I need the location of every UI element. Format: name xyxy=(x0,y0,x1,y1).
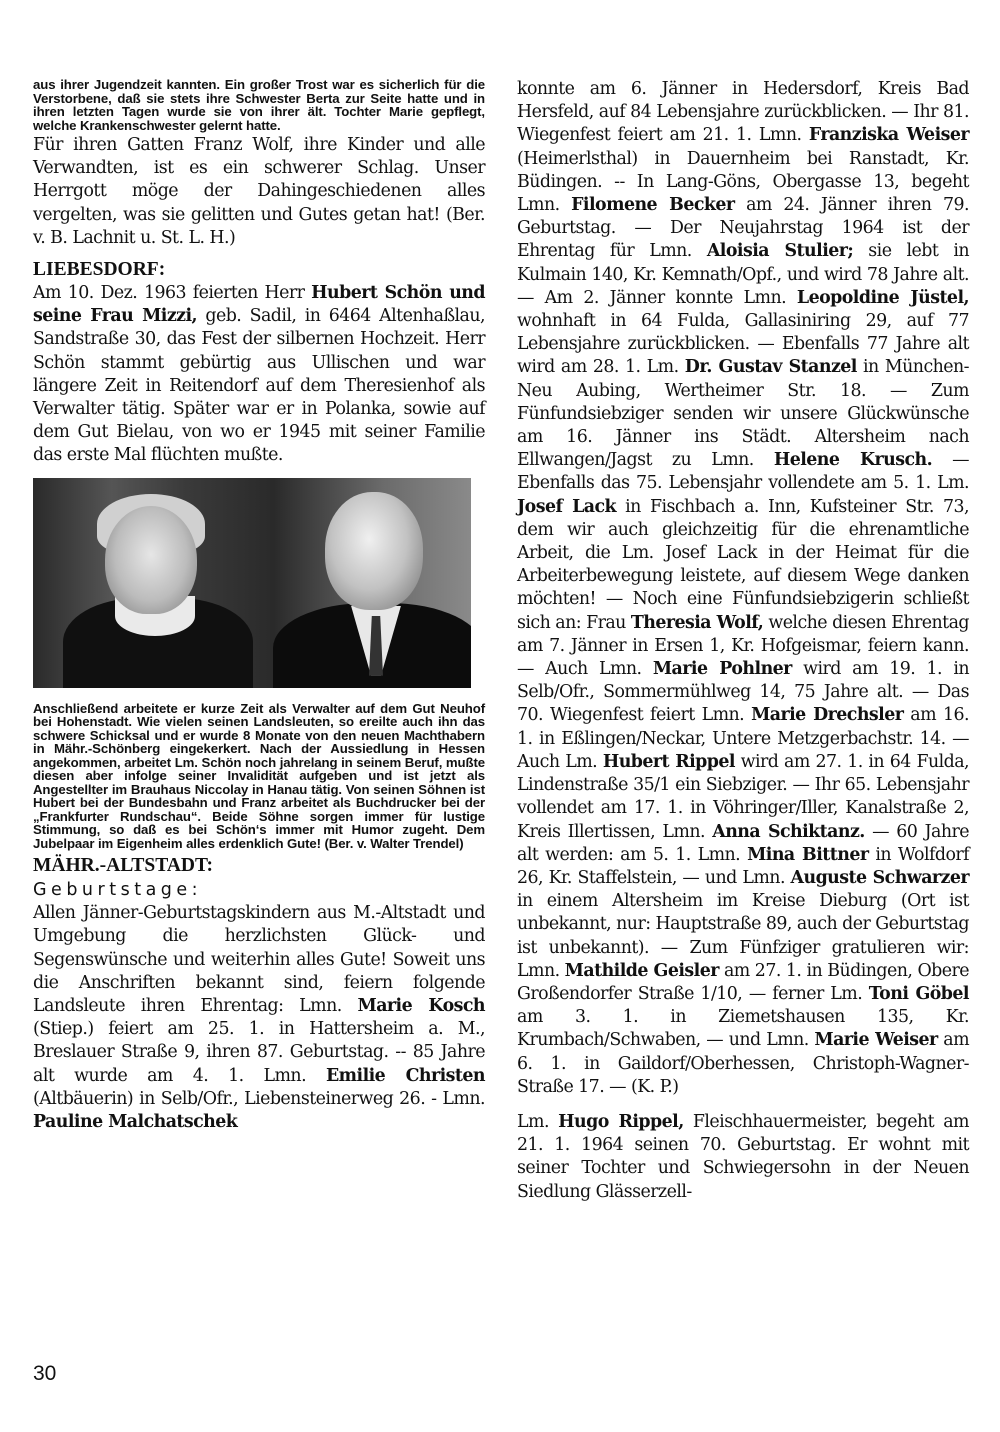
person-name: Toni Göbel xyxy=(868,983,969,1004)
person-name: Marie Drechsler xyxy=(751,705,904,726)
person-name: Mathilde Geisler xyxy=(564,960,719,981)
page-number: 30 xyxy=(33,1362,57,1385)
person-name: Filomene Becker xyxy=(571,195,735,216)
text-run: sie lebt in Kulmain 140, Kr. Kemnath/Opf., und wird 78 Jahre alt. — Am 2. Jänner konnte Lmn. xyxy=(517,241,969,308)
person-name: Aloisia Stulier; xyxy=(706,241,854,262)
person-name: Auguste Schwarzer xyxy=(790,867,969,888)
text-run: wird am 27. 1. in 64 Fulda, Lindenstraße 35/1 ein Siebziger. — Ihr 65. Lebensjahr vollendet am 17. 1. in Vöhringer/Iller, Kanalstraße 2, Kreis Illertissen, Lmn. xyxy=(517,751,970,842)
text-run: in Fischbach a. Inn, Kufsteiner Str. 73, dem wir auch gleichzeitig für die ehrenamtliche Arbeit, die Lm. Josef Lack in der Heimat für die Arbeiterbewegung leistete, auf diesem Wege danken möchten! — Noch eine Fünfundsiebzigerin schließt sich an: Frau xyxy=(517,496,969,633)
person-name: Marie Weiser xyxy=(814,1030,938,1051)
person-name: Leopoldine Jüstel, xyxy=(796,287,970,308)
text-run: welche diesen Ehrentag am 7. Jänner in Ersen 1, Kr. Hofgeismar, feiern kann. — Auch Lmn. xyxy=(517,612,969,680)
person-name: Pauline Malchatschek xyxy=(33,1111,238,1132)
text-run: — Ebenfalls das 75. Lebensjahr vollendete am 5. 1. Lm. xyxy=(517,450,969,494)
person-name: Marie Pohlner xyxy=(652,659,792,680)
person-name: Franziska Weiser xyxy=(808,125,969,146)
text-run: Allen Jänner-Geburtstagskindern aus M.-Altstadt und Umgebung die herzlichsten Glück- und Segenswünsche und weiterhin alles Gute! Soweit uns die Anschriften bekannt sind, feiern folgende Landsleute ihren Ehrentag: Lmn. xyxy=(33,903,485,1016)
person-name: Hubert Rippel xyxy=(602,751,735,772)
right-column xyxy=(517,78,969,1204)
obituary-closing-paragraph: Für ihren Gatten Franz Wolf, ihre Kinder und alle Verwandten, ist es ein schwerer Schlag. Unser Herrgott möge der Dahingeschiedenen alles vergelten, was sie gelitten und Gutes getan hat! (Ber. v. B. Lachnit u. St. L. H.) xyxy=(33,135,485,248)
left-column xyxy=(33,78,485,1134)
text-run: wohnhaft in 64 Fulda, Gallasiniring 29, auf 77 Lebensjahre zurückblicken. — Ebenfalls 77 Jahre alt wird am 28. 1. Lm. xyxy=(517,311,969,378)
altstadt-birthdays-paragraph xyxy=(33,902,485,1134)
text-run: in München-Neu Aubing, Wertheimer Str. 18. — Zum Fünfundsiebziger senden wir unsere Glückwünsche am 16. Jänner ins Städt. Altersheim nach Ellwangen/Jagst zu Lmn. xyxy=(517,357,970,471)
person-name: Mina Bittner xyxy=(747,844,869,865)
text-run: am 27. 1. in Büdingen, Obere Großendorfer Straße 1/10, — ferner Lm. xyxy=(517,960,969,1004)
text-run: Fleischhauermeister, begeht am 21. 1. 1964 seinen 70. Geburtstag. Er wohnt mit seiner Tochter und Schwiegersohn in der Neuen Siedlung Glässerzell- xyxy=(517,1111,969,1202)
couple-name: Hubert Schön und seine Frau Mizzi, xyxy=(33,283,486,327)
text-run: (Stiep.) feiert am 25. 1. in Hattersheim a. M., Breslauer Straße 9, ihren 87. Geburtstag. -- 85 Jahre alt wurde am 4. 1. Lmn. xyxy=(33,1019,485,1086)
text-run: wird am 19. 1. in Selb/Ofr., Sommermühlweg 14, 75 Jahre alt. — Das 70. Wiegenfest feiert Lmn. xyxy=(517,659,969,726)
birthdays-continuation-paragraph xyxy=(517,78,969,1099)
text-run: — 60 Jahre alt werden: am 5. 1. Lmn. xyxy=(517,821,969,865)
liebesdorf-paragraph xyxy=(33,282,485,468)
text-run: am 16. 1. in Eßlingen/Neckar, Untere Metzgerbachstr. 14. — Auch Lm. xyxy=(517,705,969,772)
text-run: Lm. xyxy=(517,1111,559,1132)
hugo-rippel-paragraph xyxy=(517,1111,969,1204)
couple-photo xyxy=(33,478,471,688)
subheading-geburtstage: Geburtstage: xyxy=(33,880,203,901)
text-run: konnte am 6. Jänner in Hedersdorf, Kreis Bad Hersfeld, auf 84 Lebensjahre zurückblicken. — Ihr 81. Wiegenfest feiert am 21. 1. Lmn. xyxy=(517,79,969,146)
text-run: am 24. Jänner ihren 79. Geburtstag. — Der Neujahrstag 1964 ist der Ehrentag für Lmn. xyxy=(517,195,969,262)
liebesdorf-text-a: Am 10. Dez. 1963 feierten Herr xyxy=(33,283,312,304)
photo-continuation-paragraph: Anschließend arbeitete er kurze Zeit als Verwalter auf dem Gut Neuhof bei Hohenstadt. Wie vielen seinen Landsleuten, so ereilte auch ihn das schwere Schicksal und er wurde 8 Monate von den neuen Machthabern in Mähr.-Schönberg eingekerkert. Nach der Aussiedlung in Hessen angekommen, arbeitet Lm. Schön noch jahrelang in seinem Beruf, mußte diesen aber infolge seiner Invalidität aufgeben und ist jetzt als Angestellter im Brauhaus Niccolay in Hanau tätig. Von seinen Söhnen ist Hubert bei der Bundesbahn und Franz arbeitet als Buchdrucker bei der „Frankfurter Rundschau“. Beide Söhne sorgen immer für lustige Stimmung, so daß es bei Schön‘s immer mit Humor zugeht. Dem Jubelpaar im Eigenheim alles erdenklich Gute! (Ber. v. Walter Trendel) xyxy=(33,700,485,851)
person-name: Hugo Rippel, xyxy=(558,1111,684,1132)
liebesdorf-text-b: geb. Sadil, in 6464 Altenhaßlau, Sandstraße 30, das Fest der silbernen Hochzeit. Herr Schön stammt gebürtig aus Ullischen und war längere Zeit in Reitendorf auf dem Theresienhof als Verwalter tätig. Später war er in Polanka, sowie auf dem Gut Bielau, von wo er 1945 mit seiner Familie das erste Mal flüchten mußte. xyxy=(33,306,485,466)
obituary-end-paragraph: aus ihrer Jugendzeit kannten. Ein großer Trost war es sicherlich für die Verstorbene, daß sie stets ihre Schwester Berta zur Seite hatte und in ihren letzten Tagen wurde sie von ihrer ält. Tochter Marie gepflegt, welche Krankenschwester gelernt hatte. xyxy=(33,77,485,133)
person-name: Marie Kosch xyxy=(357,995,486,1016)
section-heading-maehr-altstadt: MÄHR.-ALTSTADT: xyxy=(33,855,214,877)
text-run: am 3. 1. in Ziemetshausen 135, Kr. Krumbach/Schwaben, — und Lmn. xyxy=(517,1007,969,1051)
section-heading-liebesdorf: LIEBESDORF: xyxy=(33,259,166,281)
person-name: Helene Krusch. xyxy=(773,450,933,471)
person-name: Dr. Gustav Stanzel xyxy=(684,357,857,378)
text-run: in einem Altersheim im Kreise Dieburg (Ort ist unbekannt, nur: Hauptstraße 89, auch der Geburtstag ist unbekannt). — Zum Fünfziger gratulieren wir: Lmn. xyxy=(517,891,969,981)
text-run: in Wolfdorf 26, Kr. Staffelstein, — und Lmn. xyxy=(517,844,970,888)
person-name: Josef Lack xyxy=(517,496,617,517)
text-run: (Heimerlsthal) in Dauernheim bei Ranstadt, Kr. Büdingen. -- In Lang-Göns, Obergasse 13, begeht Lmn. xyxy=(517,148,969,216)
person-name: Theresia Wolf, xyxy=(630,612,764,633)
text-run: (Altbäuerin) in Selb/Ofr., Liebensteinerweg 26. - Lmn. xyxy=(33,1088,485,1109)
text-run: am 6. 1. in Gaildorf/Oberhessen, Christoph-Wagner-Straße 17. — (K. P.) xyxy=(517,1030,970,1097)
person-name: Anna Schiktanz. xyxy=(712,821,865,842)
person-name: Emilie Christen xyxy=(325,1065,485,1086)
